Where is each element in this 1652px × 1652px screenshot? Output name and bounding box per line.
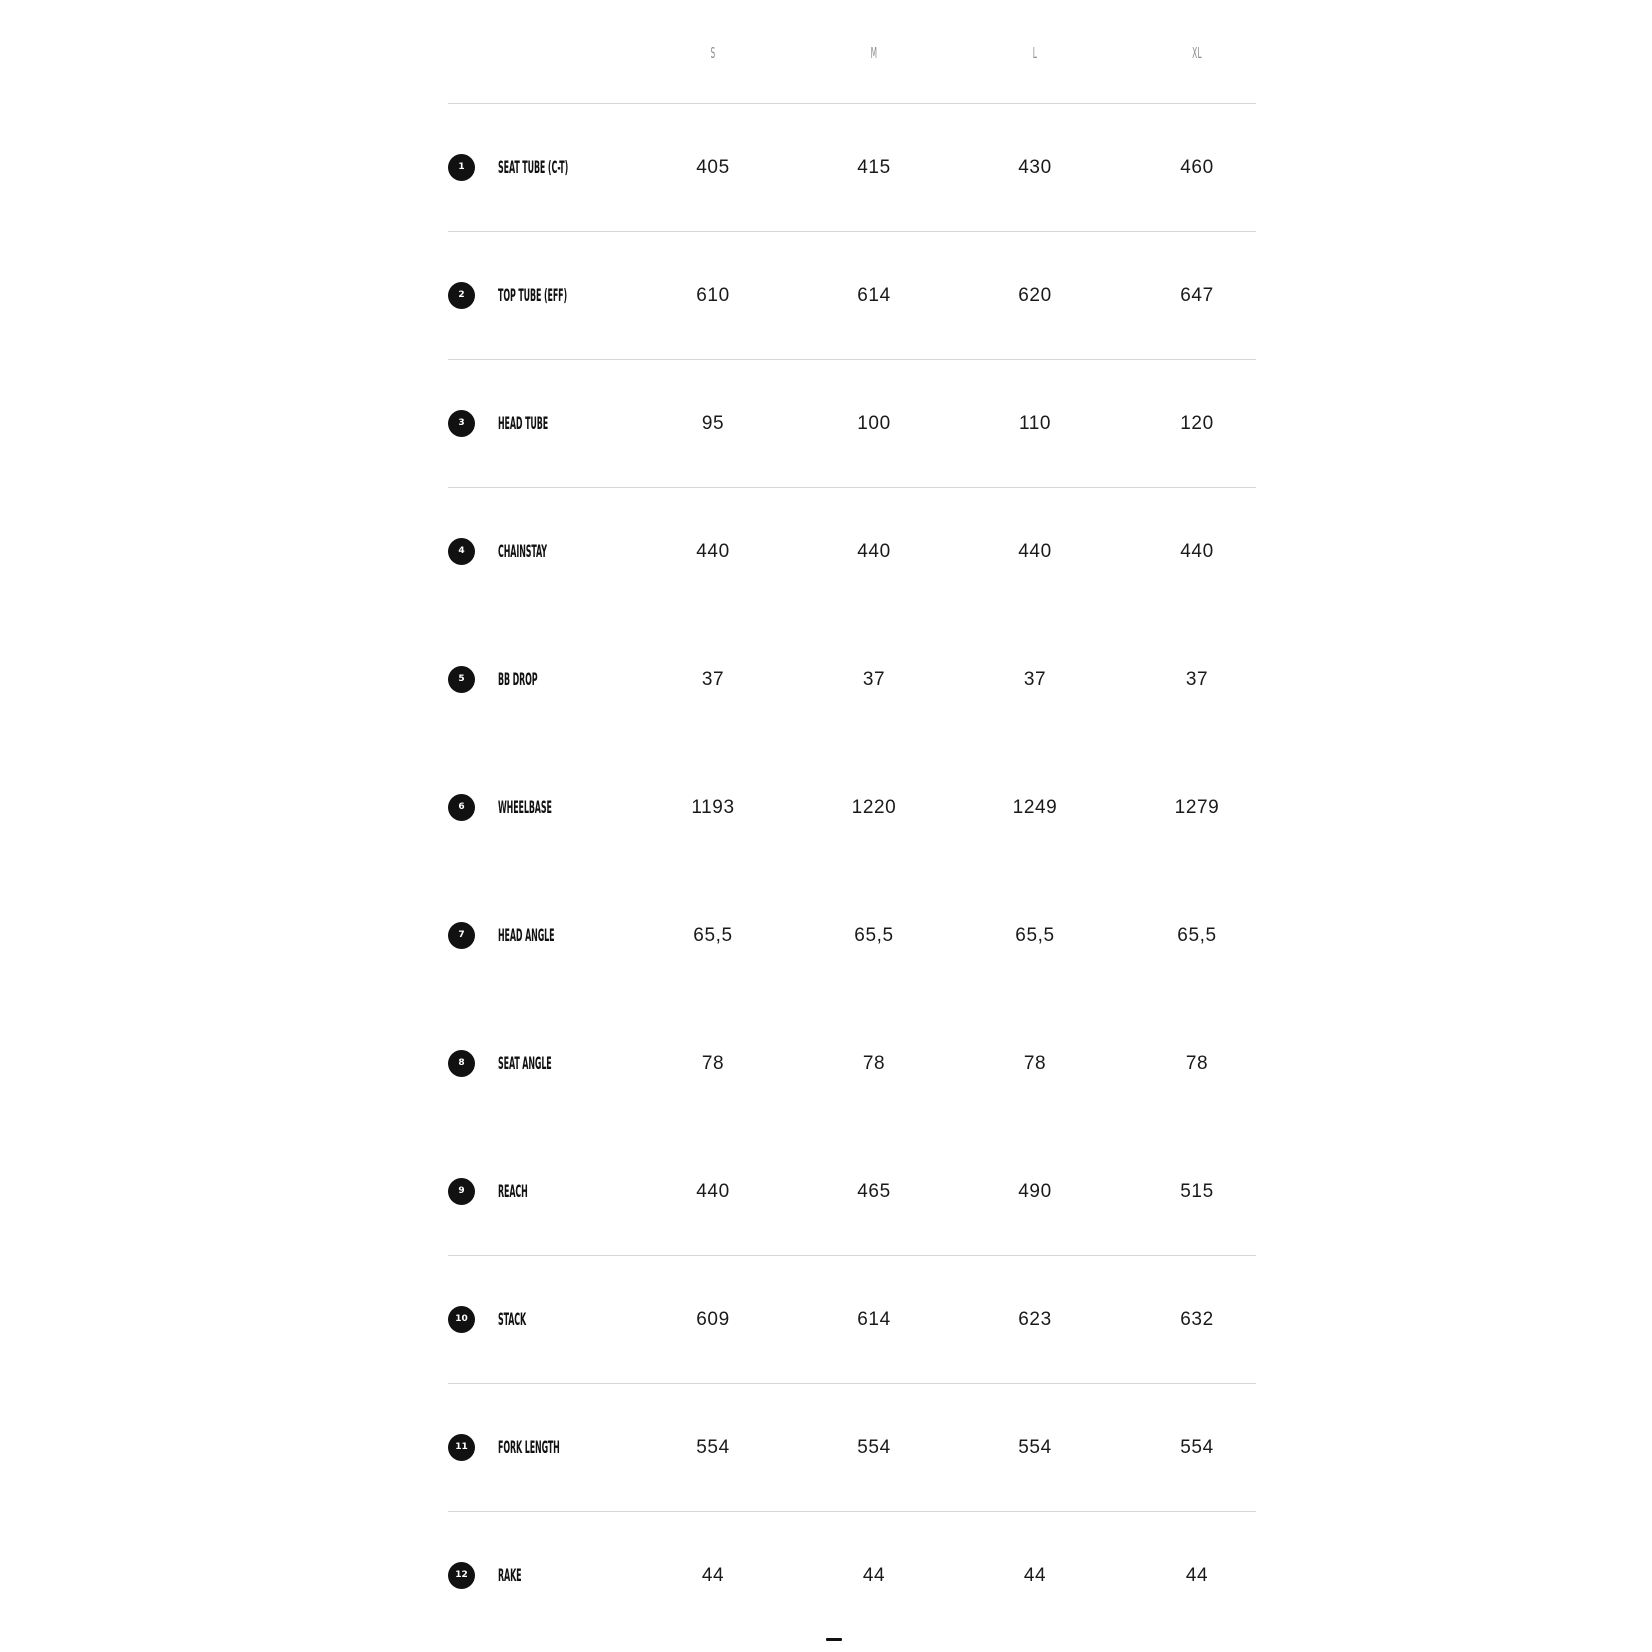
table-row — [448, 104, 1256, 232]
value-cell: 78 — [862, 1052, 886, 1074]
value-cell: 632 — [1180, 1308, 1214, 1330]
row-label: FORK LENGTH — [498, 1437, 560, 1458]
row-number-badge: 12 — [448, 1562, 475, 1589]
value-cell: 1279 — [1174, 796, 1220, 818]
row-number-badge: 9 — [448, 1178, 475, 1205]
row-label: TOP TUBE (EFF) — [498, 285, 568, 306]
row-label: RAKE — [498, 1565, 522, 1586]
value-cell: 554 — [1180, 1436, 1214, 1458]
row-number-badge: 4 — [448, 538, 475, 565]
row-number-badge: 11 — [448, 1434, 475, 1461]
value-cell: 65,5 — [693, 924, 733, 946]
value-cell: 614 — [857, 1308, 891, 1330]
size-header-xl: XL — [1192, 44, 1202, 62]
value-cell: 554 — [1018, 1436, 1052, 1458]
row-label: HEAD TUBE — [498, 413, 549, 434]
cropped-footer-mark — [826, 1638, 842, 1641]
value-cell: 623 — [1018, 1308, 1052, 1330]
table-row — [448, 1128, 1256, 1256]
table-row — [448, 488, 1256, 616]
value-cell: 44 — [1023, 1564, 1047, 1586]
row-label: BB DROP — [498, 669, 538, 690]
value-cell: 415 — [857, 156, 891, 178]
table-row — [448, 360, 1256, 488]
size-header-l: L — [1032, 44, 1038, 62]
table-row — [448, 1384, 1256, 1512]
table-row — [448, 616, 1256, 744]
value-cell: 554 — [696, 1436, 730, 1458]
value-cell: 490 — [1018, 1180, 1052, 1202]
value-cell: 65,5 — [854, 924, 894, 946]
row-label: HEAD ANGLE — [498, 925, 555, 946]
row-number-badge: 8 — [448, 1050, 475, 1077]
value-cell: 65,5 — [1015, 924, 1055, 946]
size-header-m: M — [870, 44, 878, 62]
value-cell: 610 — [696, 284, 730, 306]
value-cell: 100 — [857, 412, 891, 434]
value-cell: 440 — [1018, 540, 1052, 562]
value-cell: 65,5 — [1177, 924, 1217, 946]
row-number-badge: 1 — [448, 154, 475, 181]
row-number-badge: 5 — [448, 666, 475, 693]
row-number-badge: 3 — [448, 410, 475, 437]
value-cell: 110 — [1018, 412, 1052, 434]
table-row — [448, 1512, 1256, 1640]
value-cell: 614 — [857, 284, 891, 306]
row-number-badge: 10 — [448, 1306, 475, 1333]
row-label: SEAT ANGLE — [498, 1053, 552, 1074]
size-header-row — [448, 0, 1256, 104]
row-label: REACH — [498, 1181, 528, 1202]
size-header-s: S — [710, 44, 716, 62]
value-cell: 1220 — [851, 796, 897, 818]
value-cell: 609 — [696, 1308, 730, 1330]
row-label: SEAT TUBE (C-T) — [498, 157, 569, 178]
value-cell: 1249 — [1012, 796, 1058, 818]
value-cell: 37 — [1185, 668, 1209, 690]
value-cell: 554 — [857, 1436, 891, 1458]
row-number-badge: 2 — [448, 282, 475, 309]
value-cell: 440 — [696, 1180, 730, 1202]
value-cell: 405 — [696, 156, 730, 178]
value-cell: 440 — [696, 540, 730, 562]
value-cell: 37 — [1023, 668, 1047, 690]
value-cell: 95 — [701, 412, 725, 434]
value-cell: 515 — [1180, 1180, 1214, 1202]
table-row — [448, 744, 1256, 872]
value-cell: 1193 — [691, 796, 735, 818]
row-label: CHAINSTAY — [498, 541, 547, 562]
value-cell: 460 — [1180, 156, 1214, 178]
value-cell: 430 — [1018, 156, 1052, 178]
value-cell: 78 — [1185, 1052, 1209, 1074]
row-label: STACK — [498, 1309, 527, 1330]
row-label: WHEELBASE — [498, 797, 552, 818]
value-cell: 647 — [1180, 284, 1214, 306]
value-cell: 44 — [1185, 1564, 1209, 1586]
value-cell: 78 — [701, 1052, 725, 1074]
table-row — [448, 1256, 1256, 1384]
table-row — [448, 872, 1256, 1000]
value-cell: 120 — [1180, 412, 1214, 434]
value-cell: 465 — [857, 1180, 891, 1202]
table-row — [448, 232, 1256, 360]
value-cell: 44 — [701, 1564, 725, 1586]
table-row — [448, 1000, 1256, 1128]
row-number-badge: 6 — [448, 794, 475, 821]
value-cell: 440 — [1180, 540, 1214, 562]
row-number-badge: 7 — [448, 922, 475, 949]
value-cell: 37 — [701, 668, 725, 690]
value-cell: 78 — [1023, 1052, 1047, 1074]
value-cell: 37 — [862, 668, 886, 690]
value-cell: 620 — [1018, 284, 1052, 306]
value-cell: 440 — [857, 540, 891, 562]
value-cell: 44 — [862, 1564, 886, 1586]
geometry-table — [448, 0, 1256, 1640]
